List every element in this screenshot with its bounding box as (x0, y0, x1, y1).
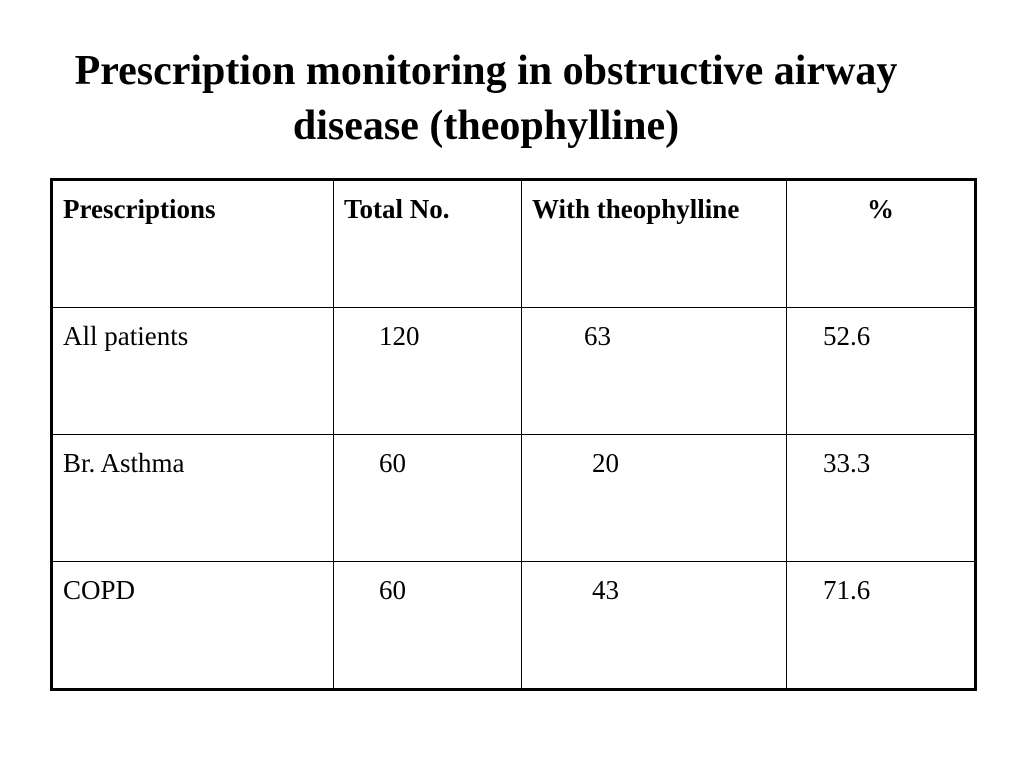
total-cell: 60 (334, 562, 522, 690)
header-with-theophylline: With theophylline (522, 180, 787, 308)
percent-cell: 52.6 (787, 308, 976, 435)
percent-cell: 33.3 (787, 435, 976, 562)
total-cell: 120 (334, 308, 522, 435)
theophylline-cell: 43 (522, 562, 787, 690)
table-header-row (52, 180, 976, 308)
slide-title (0, 44, 972, 154)
row-label: Br. Asthma (52, 435, 334, 562)
slide-title-line-1: Prescription monitoring in obstructive airway (74, 48, 898, 94)
table-row (52, 562, 976, 690)
total-cell: 60 (334, 435, 522, 562)
theophylline-cell: 63 (522, 308, 787, 435)
row-label: All patients (52, 308, 334, 435)
table-row (52, 435, 976, 562)
theophylline-cell: 20 (522, 435, 787, 562)
header-total-no: Total No. (334, 180, 522, 308)
row-label: COPD (52, 562, 334, 690)
prescription-table (50, 178, 977, 691)
header-prescriptions: Prescriptions (52, 180, 334, 308)
slide-title-line-2: disease (theophylline) (292, 103, 680, 149)
table-row (52, 308, 976, 435)
percent-cell: 71.6 (787, 562, 976, 690)
header-percent: % (787, 180, 976, 308)
